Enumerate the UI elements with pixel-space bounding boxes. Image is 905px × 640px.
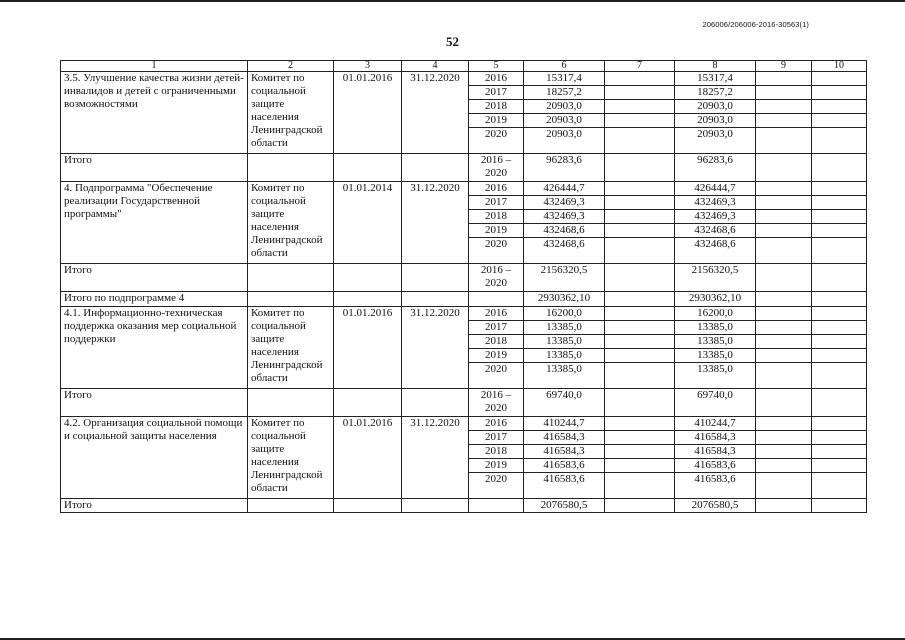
col7-cell bbox=[605, 238, 675, 264]
col10-cell bbox=[812, 349, 867, 363]
total-cell: 432469,3 bbox=[524, 196, 605, 210]
total-cell: 20903,0 bbox=[524, 114, 605, 128]
col10-cell bbox=[812, 100, 867, 114]
executor: Комитет по социальной защите населения Ленинградской области bbox=[248, 417, 334, 499]
start-date: 01.01.2016 bbox=[334, 72, 402, 154]
column-header: 8 bbox=[675, 61, 756, 72]
col7-cell bbox=[605, 459, 675, 473]
year-cell: 2020 bbox=[469, 238, 524, 264]
year-cell: 2016 bbox=[469, 182, 524, 196]
col9-cell bbox=[756, 72, 812, 86]
col8-cell: 20903,0 bbox=[675, 100, 756, 114]
col10-cell bbox=[812, 210, 867, 224]
empty-cell bbox=[402, 389, 469, 417]
column-header: 9 bbox=[756, 61, 812, 72]
col8-cell: 432468,6 bbox=[675, 238, 756, 264]
col8-cell: 416584,3 bbox=[675, 445, 756, 459]
year-cell: 2017 bbox=[469, 321, 524, 335]
year-cell: 2019 bbox=[469, 459, 524, 473]
period-cell: 2016 – 2020 bbox=[469, 264, 524, 292]
col9-cell bbox=[756, 100, 812, 114]
table-row bbox=[61, 417, 867, 431]
col8-cell: 13385,0 bbox=[675, 349, 756, 363]
col7-cell bbox=[605, 349, 675, 363]
empty-cell bbox=[248, 264, 334, 292]
activity-name: 4.1. Информационно-техническая поддержка оказания мер социальной поддержки bbox=[61, 307, 248, 389]
activity-name: 4.2. Организация социальной помощи и социальной защиты населения bbox=[61, 417, 248, 499]
col9-cell bbox=[756, 264, 812, 292]
col8-cell: 96283,6 bbox=[675, 154, 756, 182]
column-header: 1 bbox=[61, 61, 248, 72]
total-cell: 416583,6 bbox=[524, 459, 605, 473]
col9-cell bbox=[756, 499, 812, 513]
executor: Комитет по социальной защите населения Ленинградской области bbox=[248, 72, 334, 154]
col7-cell bbox=[605, 114, 675, 128]
year-cell: 2016 bbox=[469, 417, 524, 431]
col8-cell: 2930362,10 bbox=[675, 292, 756, 307]
col8-cell: 432468,6 bbox=[675, 224, 756, 238]
year-cell: 2016 bbox=[469, 307, 524, 321]
total-cell: 20903,0 bbox=[524, 100, 605, 114]
col7-cell bbox=[605, 431, 675, 445]
total-label: Итого bbox=[61, 499, 248, 513]
col7-cell bbox=[605, 224, 675, 238]
col8-cell: 20903,0 bbox=[675, 128, 756, 154]
total-cell: 13385,0 bbox=[524, 349, 605, 363]
col8-cell: 20903,0 bbox=[675, 114, 756, 128]
col10-cell bbox=[812, 431, 867, 445]
column-header: 10 bbox=[812, 61, 867, 72]
col10-cell bbox=[812, 114, 867, 128]
table-row bbox=[61, 72, 867, 86]
total-cell: 432468,6 bbox=[524, 224, 605, 238]
end-date: 31.12.2020 bbox=[402, 417, 469, 499]
col10-cell bbox=[812, 321, 867, 335]
col9-cell bbox=[756, 154, 812, 182]
col10-cell bbox=[812, 499, 867, 513]
total-cell: 13385,0 bbox=[524, 321, 605, 335]
column-header: 7 bbox=[605, 61, 675, 72]
year-cell: 2018 bbox=[469, 445, 524, 459]
col8-cell: 426444,7 bbox=[675, 182, 756, 196]
total-cell: 410244,7 bbox=[524, 417, 605, 431]
col10-cell bbox=[812, 417, 867, 431]
subprogram-total-label: Итого по подпрограмме 4 bbox=[61, 292, 248, 307]
empty-cell bbox=[402, 499, 469, 513]
total-cell: 18257,2 bbox=[524, 86, 605, 100]
col7-cell bbox=[605, 307, 675, 321]
total-cell: 13385,0 bbox=[524, 335, 605, 349]
col7-cell bbox=[605, 499, 675, 513]
total-row bbox=[61, 264, 867, 292]
empty-cell bbox=[402, 292, 469, 307]
column-header: 6 bbox=[524, 61, 605, 72]
total-cell: 2076580,5 bbox=[524, 499, 605, 513]
col9-cell bbox=[756, 389, 812, 417]
col8-cell: 432469,3 bbox=[675, 196, 756, 210]
total-label: Итого bbox=[61, 154, 248, 182]
total-cell: 416584,3 bbox=[524, 445, 605, 459]
page-number: 52 bbox=[446, 34, 459, 49]
col10-cell bbox=[812, 264, 867, 292]
col10-cell bbox=[812, 445, 867, 459]
col9-cell bbox=[756, 349, 812, 363]
col7-cell bbox=[605, 196, 675, 210]
col9-cell bbox=[756, 459, 812, 473]
period-cell: 2016 – 2020 bbox=[469, 389, 524, 417]
col8-cell: 410244,7 bbox=[675, 417, 756, 431]
col8-cell: 69740,0 bbox=[675, 389, 756, 417]
col9-cell bbox=[756, 114, 812, 128]
column-header-row bbox=[61, 61, 867, 72]
total-row bbox=[61, 499, 867, 513]
col7-cell bbox=[605, 417, 675, 431]
start-date: 01.01.2014 bbox=[334, 182, 402, 264]
col8-cell: 2156320,5 bbox=[675, 264, 756, 292]
column-header: 2 bbox=[248, 61, 334, 72]
document-id: 206006/206006-2016-30563(1) bbox=[702, 20, 809, 29]
col7-cell bbox=[605, 363, 675, 389]
col10-cell bbox=[812, 389, 867, 417]
col7-cell bbox=[605, 473, 675, 499]
col8-cell: 432469,3 bbox=[675, 210, 756, 224]
total-cell: 416583,6 bbox=[524, 473, 605, 499]
year-cell: 2017 bbox=[469, 431, 524, 445]
col8-cell: 13385,0 bbox=[675, 335, 756, 349]
total-cell: 16200,0 bbox=[524, 307, 605, 321]
total-label: Итого bbox=[61, 264, 248, 292]
col8-cell: 416583,6 bbox=[675, 473, 756, 499]
col9-cell bbox=[756, 238, 812, 264]
col9-cell bbox=[756, 196, 812, 210]
col8-cell: 2076580,5 bbox=[675, 499, 756, 513]
column-header: 5 bbox=[469, 61, 524, 72]
col9-cell bbox=[756, 335, 812, 349]
empty-cell bbox=[334, 389, 402, 417]
empty-cell bbox=[248, 499, 334, 513]
col9-cell bbox=[756, 224, 812, 238]
col8-cell: 18257,2 bbox=[675, 86, 756, 100]
col9-cell bbox=[756, 473, 812, 499]
col8-cell: 15317,4 bbox=[675, 72, 756, 86]
col7-cell bbox=[605, 72, 675, 86]
total-cell: 426444,7 bbox=[524, 182, 605, 196]
col8-cell: 13385,0 bbox=[675, 321, 756, 335]
col9-cell bbox=[756, 321, 812, 335]
col7-cell bbox=[605, 154, 675, 182]
executor: Комитет по социальной защите населения Ленинградской области bbox=[248, 307, 334, 389]
col10-cell bbox=[812, 182, 867, 196]
table-row bbox=[61, 182, 867, 196]
col7-cell bbox=[605, 182, 675, 196]
col10-cell bbox=[812, 128, 867, 154]
start-date: 01.01.2016 bbox=[334, 417, 402, 499]
period-cell: 2016 – 2020 bbox=[469, 154, 524, 182]
col7-cell bbox=[605, 86, 675, 100]
col9-cell bbox=[756, 182, 812, 196]
total-row bbox=[61, 389, 867, 417]
col8-cell: 416584,3 bbox=[675, 431, 756, 445]
empty-cell bbox=[469, 292, 524, 307]
col7-cell bbox=[605, 335, 675, 349]
col7-cell bbox=[605, 210, 675, 224]
col9-cell bbox=[756, 307, 812, 321]
col9-cell bbox=[756, 210, 812, 224]
col7-cell bbox=[605, 445, 675, 459]
empty-cell bbox=[334, 499, 402, 513]
total-cell: 432468,6 bbox=[524, 238, 605, 264]
col7-cell bbox=[605, 389, 675, 417]
col10-cell bbox=[812, 154, 867, 182]
col7-cell bbox=[605, 321, 675, 335]
col10-cell bbox=[812, 473, 867, 499]
col8-cell: 416583,6 bbox=[675, 459, 756, 473]
empty-cell bbox=[248, 154, 334, 182]
col7-cell bbox=[605, 100, 675, 114]
col7-cell bbox=[605, 292, 675, 307]
col7-cell bbox=[605, 128, 675, 154]
col10-cell bbox=[812, 224, 867, 238]
col10-cell bbox=[812, 363, 867, 389]
empty-cell bbox=[334, 292, 402, 307]
empty-cell bbox=[248, 292, 334, 307]
period-cell bbox=[469, 499, 524, 513]
empty-cell bbox=[402, 264, 469, 292]
empty-cell bbox=[334, 264, 402, 292]
year-cell: 2020 bbox=[469, 473, 524, 499]
year-cell: 2018 bbox=[469, 335, 524, 349]
end-date: 31.12.2020 bbox=[402, 72, 469, 154]
col10-cell bbox=[812, 292, 867, 307]
total-cell: 13385,0 bbox=[524, 363, 605, 389]
end-date: 31.12.2020 bbox=[402, 307, 469, 389]
total-cell: 2156320,5 bbox=[524, 264, 605, 292]
column-header: 4 bbox=[402, 61, 469, 72]
col9-cell bbox=[756, 128, 812, 154]
col9-cell bbox=[756, 292, 812, 307]
total-cell: 432469,3 bbox=[524, 210, 605, 224]
empty-cell bbox=[402, 154, 469, 182]
col10-cell bbox=[812, 238, 867, 264]
col9-cell bbox=[756, 86, 812, 100]
year-cell: 2016 bbox=[469, 72, 524, 86]
col10-cell bbox=[812, 335, 867, 349]
col9-cell bbox=[756, 417, 812, 431]
col7-cell bbox=[605, 264, 675, 292]
total-cell: 69740,0 bbox=[524, 389, 605, 417]
end-date: 31.12.2020 bbox=[402, 182, 469, 264]
activity-name: 4. Подпрограмма "Обеспечение реализации Государственной программы" bbox=[61, 182, 248, 264]
col9-cell bbox=[756, 431, 812, 445]
empty-cell bbox=[334, 154, 402, 182]
total-cell: 416584,3 bbox=[524, 431, 605, 445]
total-cell: 15317,4 bbox=[524, 72, 605, 86]
activity-name: 3.5. Улучшение качества жизни детей-инвалидов и детей с ограниченными возможностями bbox=[61, 72, 248, 154]
total-cell: 2930362,10 bbox=[524, 292, 605, 307]
total-cell: 96283,6 bbox=[524, 154, 605, 182]
total-cell: 20903,0 bbox=[524, 128, 605, 154]
year-cell: 2017 bbox=[469, 196, 524, 210]
col8-cell: 13385,0 bbox=[675, 363, 756, 389]
col10-cell bbox=[812, 307, 867, 321]
empty-cell bbox=[248, 389, 334, 417]
col10-cell bbox=[812, 459, 867, 473]
year-cell: 2020 bbox=[469, 363, 524, 389]
col8-cell: 16200,0 bbox=[675, 307, 756, 321]
start-date: 01.01.2016 bbox=[334, 307, 402, 389]
year-cell: 2017 bbox=[469, 86, 524, 100]
col10-cell bbox=[812, 72, 867, 86]
total-row bbox=[61, 154, 867, 182]
table-row bbox=[61, 307, 867, 321]
column-header: 3 bbox=[334, 61, 402, 72]
col9-cell bbox=[756, 363, 812, 389]
year-cell: 2020 bbox=[469, 128, 524, 154]
year-cell: 2019 bbox=[469, 114, 524, 128]
col10-cell bbox=[812, 86, 867, 100]
subprogram-total-row bbox=[61, 292, 867, 307]
year-cell: 2019 bbox=[469, 349, 524, 363]
total-label: Итого bbox=[61, 389, 248, 417]
executor: Комитет по социальной защите населения Ленинградской области bbox=[248, 182, 334, 264]
year-cell: 2018 bbox=[469, 100, 524, 114]
col10-cell bbox=[812, 196, 867, 210]
col9-cell bbox=[756, 445, 812, 459]
year-cell: 2019 bbox=[469, 224, 524, 238]
budget-table bbox=[60, 60, 867, 513]
year-cell: 2018 bbox=[469, 210, 524, 224]
scan-top-edge bbox=[0, 0, 905, 2]
